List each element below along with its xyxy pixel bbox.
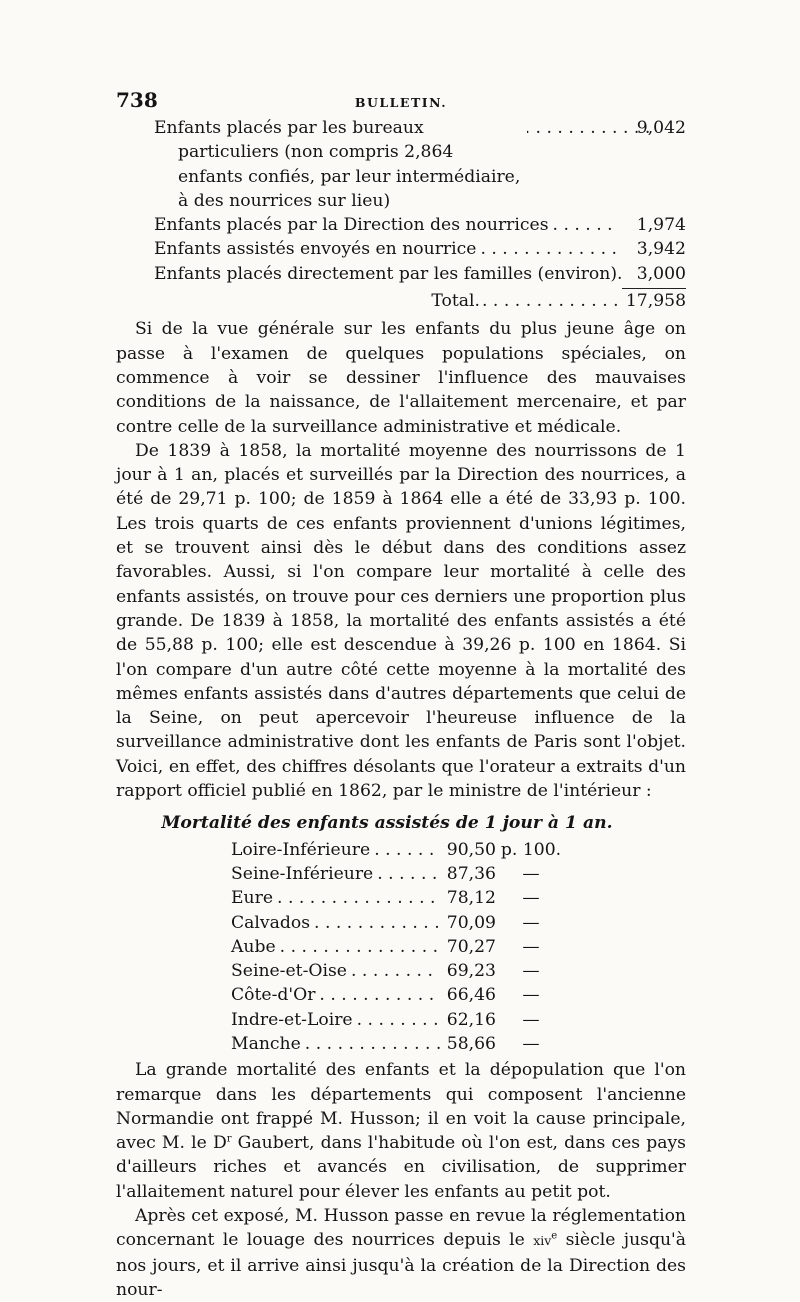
- mortality-row: [231, 1008, 566, 1032]
- mortality-rate: 78,12: [446, 888, 496, 909]
- mortality-row: [231, 959, 566, 983]
- mortality-row: [231, 862, 566, 886]
- ditto-mark: —: [522, 888, 540, 909]
- mortality-row: [231, 935, 566, 959]
- paragraph-text: La grande mortalité des enfants et la dépopulation que l'on remarque dans les départements qui composent l'ancienne Normandie ont frappé M. Husson; il en voit la cause principale, avec M. le D: [116, 1060, 686, 1154]
- placements-label: Enfants placés directement par les familles (environ).: [154, 263, 623, 284]
- mortality-row: [231, 886, 566, 910]
- superscript: r: [226, 1133, 232, 1145]
- department-name: Indre-et-Loire: [231, 1009, 353, 1030]
- paragraph-text: siècle jusqu'à nos jours, et il arrive ainsi jusqu'à la création de la Direction des nour-: [116, 1230, 686, 1300]
- placements-value: 1,974: [636, 215, 686, 236]
- department-name: Loire-Inférieure: [231, 839, 371, 860]
- rate-unit: p. 100.: [500, 839, 562, 860]
- placements-row: [154, 237, 686, 261]
- mortality-rate: 70,09: [446, 912, 496, 933]
- ditto-mark: —: [522, 985, 540, 1006]
- placements-label: Enfants assistés envoyés en nourrice: [154, 239, 477, 260]
- mortality-row: [231, 1032, 566, 1056]
- placements-row: [154, 213, 686, 237]
- ditto-mark: —: [522, 961, 540, 982]
- mortality-row: [231, 911, 566, 935]
- department-name: Manche: [231, 1033, 301, 1054]
- dot-leader: [280, 935, 440, 959]
- paragraph: Si de la vue générale sur les enfants du plus jeune âge on passe à l'examen de quelques populations spéciales, on commence à voir se dessiner l'influence des mauvaises conditions de la naissance, de l'allaitement mercenaire, et par contre celle de la surveillance administrative et médicale.: [116, 319, 686, 437]
- placements-table: [154, 116, 686, 313]
- dot-leader: [374, 838, 440, 862]
- mortality-rate: 70,27: [446, 936, 496, 957]
- placements-total-row: [154, 288, 686, 313]
- page-header: [116, 88, 686, 116]
- mortality-row: [231, 838, 566, 862]
- placements-row: [154, 116, 686, 213]
- dot-leader: [351, 959, 440, 983]
- dot-leader: [482, 289, 622, 313]
- page-number: 738: [116, 88, 158, 112]
- dot-leader: [480, 237, 618, 261]
- dot-leader: [357, 1008, 440, 1032]
- ditto-mark: —: [522, 912, 540, 933]
- department-name: Aube: [231, 936, 276, 957]
- ditto-mark: —: [522, 1009, 540, 1030]
- paragraph-text: Gaubert, dans l'habitude où l'on est, dans ces pays d'ailleurs riches et avancés en civilisation, de supprimer l'allaitement naturel pour élever les enfants au petit pot.: [116, 1133, 686, 1202]
- paragraph: De 1839 à 1858, la mortalité moyenne des nourrissons de 1 jour à 1 an, placés et surveillés par la Direction des nourrices, a été de 29,71 p. 100; de 1859 à 1864 elle a été de 33,93 p. 100. Les trois quarts de ces enfants proviennent d'unions légitimes, et se trouvent ainsi dès le début dans des conditions assez favorables. Aussi, si l'on compare leur mortalité à celle des enfants assistés, on trouve pour ces derniers une proportion plus grande. De 1839 à 1858, la mortalité des enfants assistés a été de 55,88 p. 100; elle est descendue à 39,26 p. 100 en 1864. Si l'on compare d'un autre côté cette moyenne à la mortalité des mêmes enfants assistés dans d'autres départements que celui de la Seine, on peut apercevoir l'heureuse influence de la surveillance administrative dont les enfants de Paris sont l'objet. Voici, en effet, des chiffres désolants que l'orateur a extraits d'un rapport officiel publié en 1862, par le ministre de l'intérieur :: [116, 440, 686, 802]
- dot-leader: [277, 886, 440, 910]
- dot-leader: [377, 862, 440, 886]
- paragraph: [116, 1204, 686, 1302]
- century-numeral: xiv: [533, 1233, 552, 1249]
- ditto-mark: —: [522, 1033, 540, 1054]
- mortality-rate: 90,50: [446, 839, 496, 860]
- mortality-rate: 87,36: [446, 863, 496, 884]
- total-label: Total.: [431, 291, 480, 312]
- running-title: BULLETIN.: [354, 95, 448, 110]
- paragraph-text: Après cet exposé, M. Husson passe en revue la réglementation concernant le louage des nourrices depuis le: [116, 1206, 686, 1251]
- dot-leader: [305, 1032, 440, 1056]
- mortality-rate: 66,46: [446, 985, 496, 1006]
- placements-label: Enfants placés par la Direction des nourrices: [154, 215, 549, 236]
- placements-value: 3,942: [636, 239, 686, 260]
- page: [116, 88, 686, 1302]
- placements-label: Enfants placés par les bureaux particuliers (non compris 2,864 enfants confiés, par leur intermédiaire, à des nourrices sur lieu): [154, 118, 521, 211]
- placements-value: 9,042: [636, 118, 686, 138]
- department-name: Calvados: [231, 912, 311, 933]
- placements-value: 3,000: [636, 263, 686, 284]
- placements-row: [154, 262, 686, 286]
- paragraph: [116, 1058, 686, 1204]
- department-name: Seine-Inférieure: [231, 863, 374, 884]
- superscript: e: [551, 1230, 558, 1242]
- mortality-rate: 62,16: [446, 1009, 496, 1030]
- ditto-mark: —: [522, 863, 540, 884]
- department-name: Côte-d'Or: [231, 985, 316, 1006]
- mortality-table: [231, 838, 566, 1057]
- ditto-mark: —: [522, 936, 540, 957]
- dot-leader: [319, 983, 440, 1007]
- mortality-table-title: Mortalité des enfants assistés de 1 jour à 1 an.: [161, 813, 613, 834]
- department-name: Seine-et-Oise: [231, 961, 347, 982]
- department-name: Eure: [231, 888, 274, 909]
- dot-leader: [314, 911, 440, 935]
- mortality-rate: 58,66: [446, 1033, 496, 1054]
- mortality-row: [231, 983, 566, 1007]
- total-value: 17,958: [622, 288, 686, 313]
- dot-leader: [553, 213, 618, 237]
- mortality-rate: 69,23: [446, 961, 496, 982]
